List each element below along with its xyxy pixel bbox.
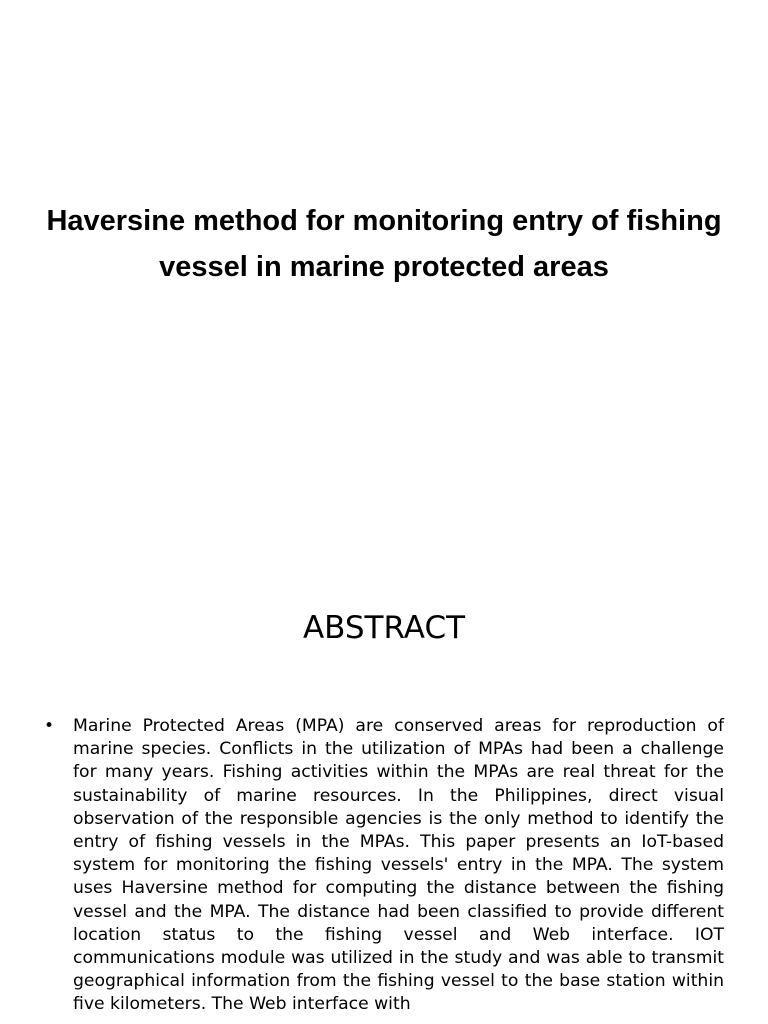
abstract-heading: ABSTRACT bbox=[302, 610, 466, 646]
slide-title: Haversine method for monitoring entry of fishing vessel in marine protected areas bbox=[46, 205, 722, 283]
list-item bbox=[44, 715, 724, 1017]
abstract-list bbox=[44, 715, 724, 1017]
bullet-icon: • bbox=[44, 716, 55, 736]
abstract-paragraph: Marine Protected Areas (MPA) are conserved areas for reproduction of marine species. Conflicts in the utilization of MPAs had been a challenge for many years. Fishing activities within the MPAs are real threat for the sustainability of marine resources. In the Philippines, direct visual observation of the responsible agencies is the only method to identify the entry of fishing vessels in the MPAs. This paper presents an IoT-based system for monitoring the fishing vessels' entry in the MPA. The system uses Haversine method for computing the distance between the fishing vessel and the MPA. The distance had been classified to provide different location status to the fishing vessel and Web interface. IOT communications module was utilized in the study and was able to transmit geographical information from the fishing vessel to the base station within five kilometers. The Web interface with bbox=[73, 716, 724, 1015]
